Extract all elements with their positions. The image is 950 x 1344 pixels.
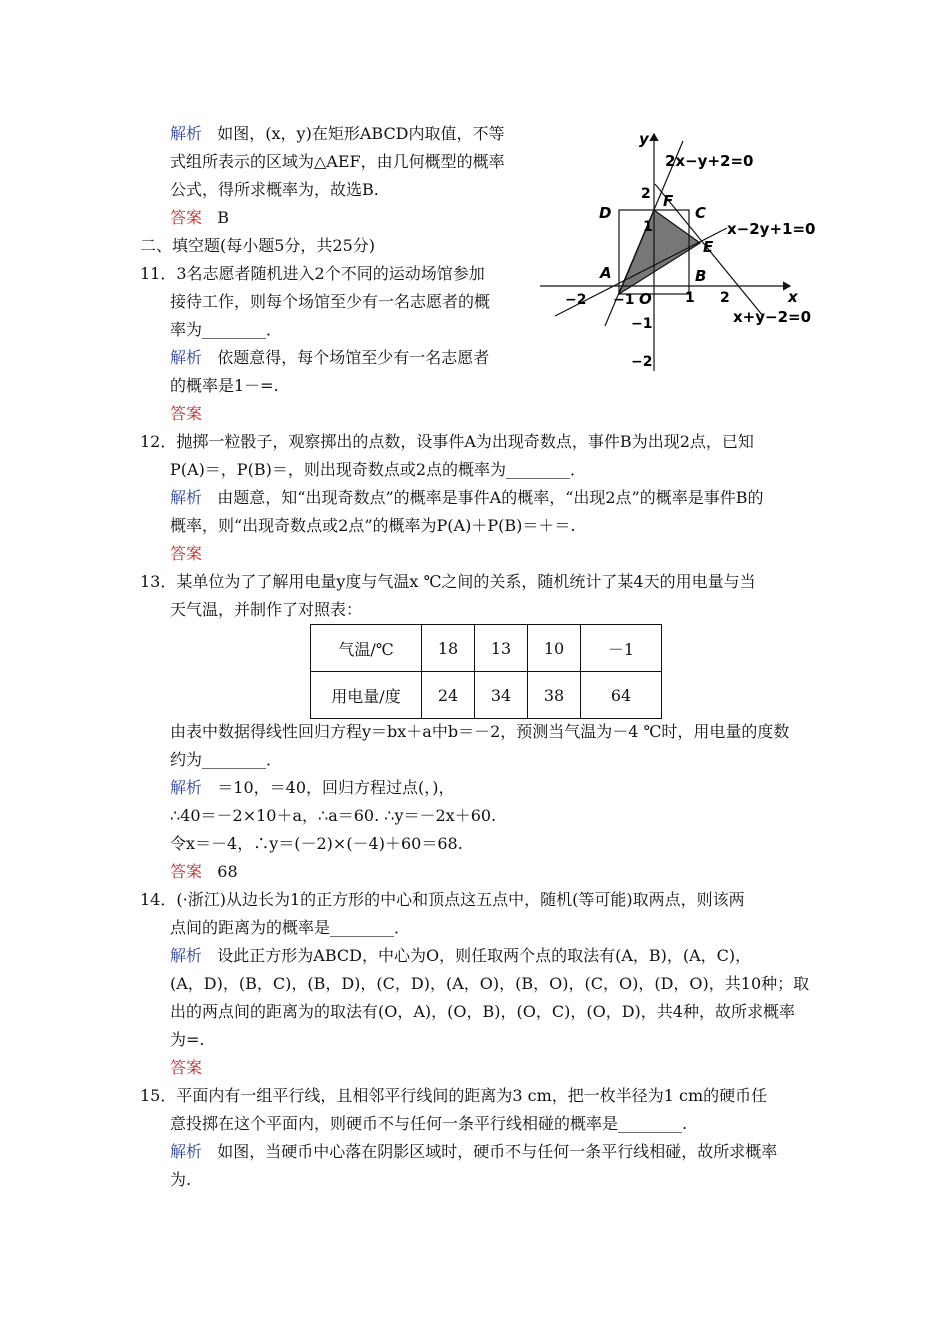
q14-analysis-line-2: (A，D)，(B，C)，(B，D)，(C，D)，(A，O)，(B，O)，(C，O)，(D，O)，共10种；取	[170, 974, 810, 993]
q14-analysis-line-4: 为=.	[170, 1030, 205, 1049]
table-row	[311, 672, 662, 719]
coordinate-graph	[535, 126, 815, 376]
section-heading: 二、填空题(每小题5分，共25分)	[140, 236, 376, 255]
q14-text-1: (·浙江)从边长为1的正方形的中心和顶点这五点中，随机(等可能)取两点，则该两	[176, 890, 745, 909]
analysis-label: 解析	[170, 348, 203, 367]
tick-y-neg2: −2	[631, 354, 653, 370]
line3-label: x+y−2=0	[733, 308, 812, 326]
tick-x-2: 2	[720, 290, 730, 306]
answer-label: 答案	[170, 544, 203, 563]
q13-line-4: 约为________．	[170, 750, 283, 769]
q12-text-1: 抛掷一粒骰子，观察掷出的点数，设事件A为出现奇数点，事件B为出现2点，已知	[176, 432, 754, 451]
q10-analysis-text-1: 如图，(x，y)在矩形ABCD内取值，不等	[217, 124, 505, 143]
shaded-region-aef	[619, 210, 700, 294]
y-axis-label: y	[639, 130, 649, 148]
x-axis-label: x	[788, 288, 798, 306]
q14-line-2: 点间的距离为的概率是________．	[170, 918, 411, 937]
q13-analysis-line-3: 令x＝－4，∴y＝(－2)×(－4)＋60＝68.	[170, 834, 463, 853]
origin-label: O	[639, 290, 652, 308]
table-cell: 13	[475, 625, 528, 672]
q14-analysis-text-1: 设此正方形为ABCD，中心为O，则任取两个点的取法有(A，B)，(A，C)，	[217, 946, 752, 965]
tick-x-1: 1	[685, 290, 695, 306]
q13-number: 13．	[140, 572, 177, 591]
q13-analysis-line-1	[170, 778, 455, 798]
q11-analysis-line-1	[170, 348, 489, 368]
answer-label: 答案	[170, 862, 203, 881]
table-row-label: 用电量/度	[311, 672, 422, 719]
answer-label: 答案	[170, 404, 203, 423]
q12-analysis-line-2: 概率，则“出现奇数点或2点”的概率为P(A)＋P(B)＝＋＝.	[170, 516, 576, 535]
q10-answer-line	[170, 208, 229, 228]
q15-text-1: 平面内有一组平行线，且相邻平行线间的距离为3 cm，把一枚半径为1 cm的硬币任	[176, 1086, 768, 1105]
q15-number: 15．	[140, 1086, 177, 1105]
q13-answer-line	[170, 862, 238, 882]
analysis-label: 解析	[170, 778, 203, 797]
q14-analysis-line-1	[170, 946, 751, 966]
q11-number: 11．	[140, 264, 177, 283]
q15-analysis-text-1: 如图，当硬币中心落在阴影区域时，硬币不与任何一条平行线相碰，故所求概率	[217, 1142, 778, 1161]
q12-analysis-line-1	[170, 488, 764, 508]
q11-text-1: 3名志愿者随机进入2个不同的运动场馆参加	[176, 264, 485, 283]
point-a-label: A	[600, 264, 612, 282]
analysis-label: 解析	[170, 124, 203, 143]
q15-analysis-line-2: 为.	[170, 1170, 192, 1189]
q11-line-3: 率为________．	[170, 320, 283, 339]
analysis-label: 解析	[170, 1142, 203, 1161]
q15-line-2: 意投掷在这个平面内，则硬币不与任何一条平行线相碰的概率是________.	[170, 1114, 688, 1133]
analysis-label: 解析	[170, 488, 203, 507]
analysis-label: 解析	[170, 946, 203, 965]
q10-analysis-line-3: 公式，得所求概率为，故选B.	[170, 180, 379, 199]
q12-analysis-text-1: 由题意，知“出现奇数点”的概率是事件A的概率，“出现2点”的概率是事件B的	[217, 488, 764, 507]
tick-x-neg1: −1	[613, 292, 635, 308]
table-cell: －1	[581, 625, 662, 672]
point-b-label: B	[695, 267, 707, 285]
table-cell: 24	[422, 672, 475, 719]
q15-line-1	[140, 1086, 767, 1106]
line1-label: 2x−y+2=0	[665, 152, 754, 170]
q11-line-1	[140, 264, 485, 284]
point-f-label: F	[663, 192, 674, 210]
q10-analysis-line-2: 式组所表示的区域为△AEF，由几何概型的概率	[170, 152, 505, 171]
q14-line-1	[140, 890, 745, 910]
table-row	[311, 625, 662, 672]
table-cell: 64	[581, 672, 662, 719]
table-cell: 10	[528, 625, 581, 672]
tick-y-neg1: −1	[631, 316, 653, 332]
q12-line-2: P(A)＝，P(B)＝，则出现奇数点或2点的概率为________．	[170, 460, 586, 479]
q14-number: 14．	[140, 890, 177, 909]
table-cell: 18	[422, 625, 475, 672]
answer-label: 答案	[170, 1058, 203, 1077]
q12-answer-line	[170, 544, 202, 564]
data-table	[310, 624, 662, 719]
q13-line-3: 由表中数据得线性回归方程y＝bx＋a中b＝－2，预测当气温为－4 ℃时，用电量的度数	[170, 722, 790, 741]
table-cell: 34	[475, 672, 528, 719]
line2-label: x−2y+1=0	[727, 220, 815, 238]
q13-line-2: 天气温，并制作了对照表：	[170, 600, 363, 619]
tick-y-2: 2	[641, 186, 651, 202]
point-d-label: D	[599, 204, 612, 222]
tick-y-1: 1	[643, 219, 653, 235]
answer-label: 答案	[170, 208, 203, 227]
q10-analysis-line-1	[170, 124, 505, 144]
point-e-label: E	[703, 238, 714, 256]
q11-analysis-line-2: 的概率是1－=.	[170, 376, 279, 395]
q10-answer: B	[217, 208, 230, 227]
q14-analysis-line-3: 出的两点间的距离为的取法有(O，A)，(O，B)，(O，C)，(O，D)，共4种，故所求概率	[170, 1002, 795, 1021]
table-row-label: 气温/℃	[311, 625, 422, 672]
q13-line-1	[140, 572, 756, 592]
q13-analysis-line-2: ∴40＝－2×10＋a，∴a＝60. ∴y＝－2x＋60.	[170, 806, 497, 825]
q11-analysis-text-1: 依题意得，每个场馆至少有一名志愿者	[217, 348, 490, 367]
tick-x-neg2: −2	[565, 292, 587, 308]
table-cell: 38	[528, 672, 581, 719]
q11-answer-line	[170, 404, 202, 424]
q12-line-1	[140, 432, 754, 452]
q15-analysis-line-1	[170, 1142, 777, 1162]
point-c-label: C	[695, 204, 707, 222]
q13-answer: 68	[217, 862, 238, 881]
q14-answer-line	[170, 1058, 202, 1078]
q13-analysis-text-1: ＝10，＝40，回归方程过点(，)，	[217, 778, 455, 797]
q13-text-1: 某单位为了了解用电量y度与气温x ℃之间的关系，随机统计了某4天的用电量与当	[176, 572, 756, 591]
q11-line-2: 接待工作，则每个场馆至少有一名志愿者的概	[170, 292, 491, 311]
q12-number: 12．	[140, 432, 177, 451]
